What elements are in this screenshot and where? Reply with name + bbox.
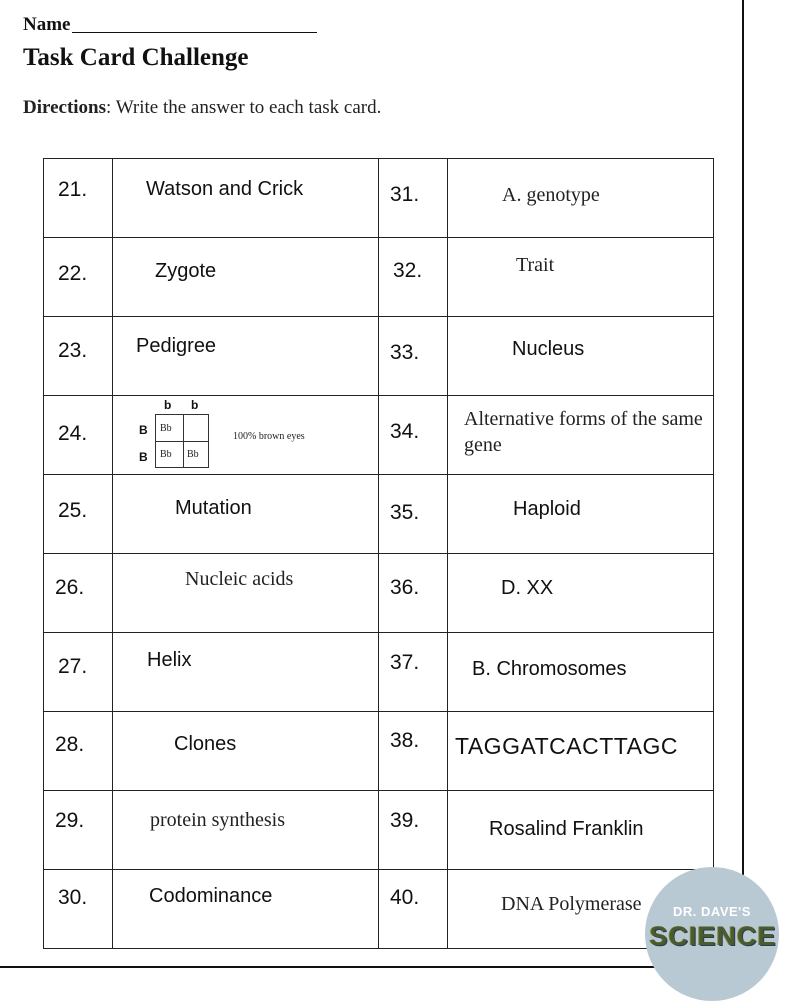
answer-text: Nucleus xyxy=(512,338,585,360)
table-row xyxy=(44,633,714,712)
table-row xyxy=(44,791,714,870)
card-number: 31. xyxy=(390,183,420,206)
table-row xyxy=(44,317,714,396)
card-number-cell xyxy=(379,159,448,238)
answer-cell xyxy=(113,633,379,712)
card-number-cell xyxy=(379,554,448,633)
answer-cell xyxy=(113,712,379,791)
answer-cell xyxy=(113,475,379,554)
card-number: 35. xyxy=(390,501,420,524)
name-label: Name xyxy=(23,14,71,35)
answer-cell xyxy=(113,554,379,633)
punnett-cell: Bb xyxy=(160,449,172,460)
card-number: 37. xyxy=(390,651,420,674)
answer-cell xyxy=(448,475,714,554)
card-number: 39. xyxy=(390,809,420,832)
answer-text: Helix xyxy=(147,649,192,671)
answer-cell xyxy=(448,554,714,633)
answer-text: Codominance xyxy=(149,885,273,907)
punnett-cell: Bb xyxy=(160,423,172,434)
answer-cell xyxy=(113,396,379,475)
table-row xyxy=(44,712,714,791)
answer-text: Clones xyxy=(174,733,237,755)
answer-text: protein synthesis xyxy=(150,809,285,831)
card-number: 32. xyxy=(393,259,423,282)
answer-cell xyxy=(448,633,714,712)
answer-text: Nucleic acids xyxy=(185,568,294,590)
card-number-cell xyxy=(379,475,448,554)
card-number: 36. xyxy=(390,576,420,599)
allele-label: B xyxy=(139,423,148,437)
answer-text: D. XX xyxy=(501,577,554,599)
card-number: 23. xyxy=(58,339,88,362)
directions-text: : Write the answer to each task card. xyxy=(106,97,382,118)
answer-text: Trait xyxy=(516,254,555,276)
answer-text: Watson and Crick xyxy=(146,178,304,200)
card-number: 22. xyxy=(58,262,88,285)
card-number-cell xyxy=(379,633,448,712)
name-field xyxy=(23,14,317,36)
table-row xyxy=(44,396,714,475)
card-number: 40. xyxy=(390,886,420,909)
answer-cell xyxy=(113,159,379,238)
allele-label: b xyxy=(164,398,172,412)
answer-cell xyxy=(113,238,379,317)
card-number: 29. xyxy=(55,809,85,832)
punnett-square xyxy=(137,398,327,472)
card-number: 38. xyxy=(390,729,420,752)
card-number: 21. xyxy=(58,178,88,201)
card-number-cell xyxy=(44,238,113,317)
card-number: 26. xyxy=(55,576,85,599)
card-number-cell xyxy=(44,712,113,791)
card-number-cell xyxy=(379,712,448,791)
card-number-cell xyxy=(379,870,448,949)
punnett-cell: Bb xyxy=(187,449,199,460)
table-row xyxy=(44,475,714,554)
answer-cell xyxy=(448,712,714,791)
card-number: 28. xyxy=(55,733,85,756)
card-number-cell xyxy=(44,554,113,633)
answer-text: A. genotype xyxy=(502,184,600,206)
answer-cell xyxy=(113,870,379,949)
card-number-cell xyxy=(44,317,113,396)
answer-cell xyxy=(448,396,714,475)
answer-cell xyxy=(448,238,714,317)
answer-text: Rosalind Franklin xyxy=(489,818,644,840)
directions xyxy=(23,97,381,119)
card-number-cell xyxy=(379,396,448,475)
punnett-grid xyxy=(155,414,209,468)
answer-text: TAGGATCACTTAGC xyxy=(455,733,678,759)
answer-text: Mutation xyxy=(175,497,252,519)
card-number-cell xyxy=(379,317,448,396)
table-row xyxy=(44,870,714,949)
card-number-cell xyxy=(379,238,448,317)
answer-cell xyxy=(113,791,379,870)
answer-text: DNA Polymerase xyxy=(501,893,642,915)
answer-cell xyxy=(448,159,714,238)
dr-daves-science-logo xyxy=(645,867,779,1001)
card-number-cell xyxy=(379,791,448,870)
answer-text: Haploid xyxy=(513,498,581,520)
table-row xyxy=(44,238,714,317)
logo-top-text: DR. DAVE'S xyxy=(673,904,751,919)
answer-text: B. Chromosomes xyxy=(472,658,627,680)
allele-label: b xyxy=(191,398,199,412)
answer-text: Alternative forms of the same gene xyxy=(464,408,703,456)
answer-cell xyxy=(113,317,379,396)
card-number: 33. xyxy=(390,341,420,364)
card-number: 27. xyxy=(58,655,88,678)
answer-cell xyxy=(448,791,714,870)
card-number-cell xyxy=(44,633,113,712)
card-number-cell xyxy=(44,870,113,949)
answer-text: Zygote xyxy=(155,260,217,282)
directions-label: Directions xyxy=(23,97,107,118)
answer-grid xyxy=(43,158,714,949)
card-number-cell xyxy=(44,159,113,238)
logo-main-text: SCIENCE xyxy=(649,921,777,951)
name-blank-line xyxy=(72,14,317,33)
card-number: 24. xyxy=(58,422,88,445)
page-title: Task Card Challenge xyxy=(23,44,249,71)
table-row xyxy=(44,554,714,633)
card-number: 34. xyxy=(390,420,420,443)
table-row xyxy=(44,159,714,238)
card-number: 30. xyxy=(58,886,88,909)
card-number: 25. xyxy=(58,499,88,522)
allele-label: B xyxy=(139,450,148,464)
card-number-cell xyxy=(44,396,113,475)
answer-cell xyxy=(448,317,714,396)
answer-text: Pedigree xyxy=(136,335,217,357)
punnett-result: 100% brown eyes xyxy=(233,431,305,442)
card-number-cell xyxy=(44,791,113,870)
card-number-cell xyxy=(44,475,113,554)
